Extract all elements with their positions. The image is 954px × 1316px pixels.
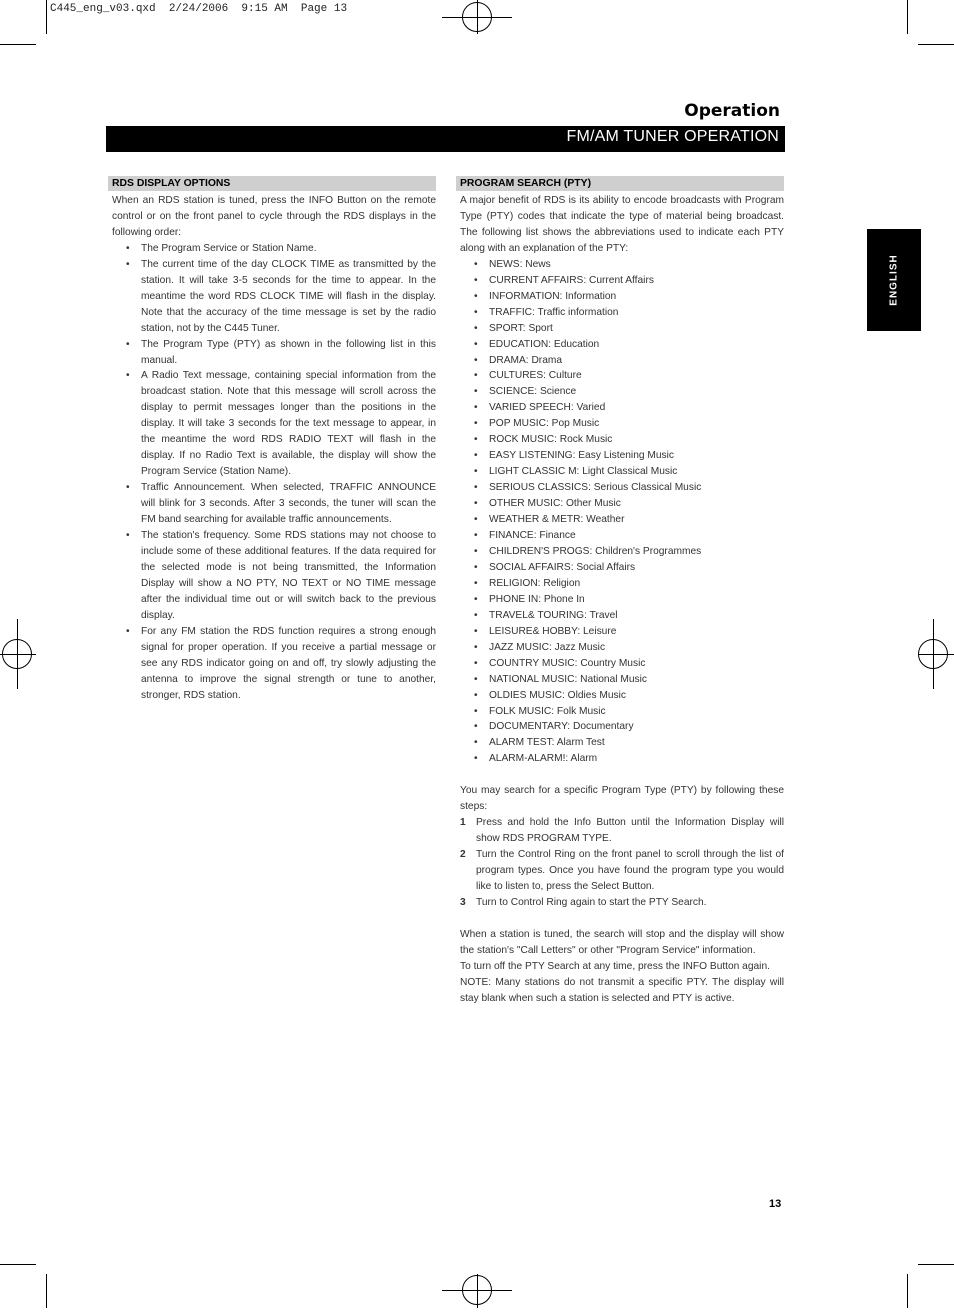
title-bar <box>106 126 785 152</box>
rds-display-list <box>108 241 436 704</box>
list-item: • SPORT: Sport <box>456 321 784 337</box>
list-item: • DOCUMENTARY: Documentary <box>456 719 784 735</box>
crop-mark <box>907 1274 908 1308</box>
list-item: • EDUCATION: Education <box>456 337 784 353</box>
spacer <box>456 767 784 783</box>
list-item: • FOLK MUSIC: Folk Music <box>456 704 784 720</box>
list-item: • OTHER MUSIC: Other Music <box>456 496 784 512</box>
list-item: • RELIGION: Religion <box>456 576 784 592</box>
list-item: • NATIONAL MUSIC: National Music <box>456 672 784 688</box>
section-label: Operation <box>684 101 780 121</box>
pty-search-intro: You may search for a specific Program Type (PTY) by following these steps: <box>460 785 784 813</box>
list-item: • TRAFFIC: Traffic information <box>456 305 784 321</box>
crop-mark <box>0 1264 36 1265</box>
list-item: • CULTURES: Culture <box>456 368 784 384</box>
step-text: Turn to Control Ring again to start the PTY Search. <box>476 896 707 908</box>
list-item: • The station's frequency. Some RDS stations may not choose to include some of these additional features. If the data required for the selected mode is not being transmitted, the Information Display will show a NO PTY, NO TEXT or NO TIME message after the individual time out or will switch back to the previous display. <box>108 528 436 624</box>
list-item: • The current time of the day CLOCK TIME as transmitted by the station. It will take 3-5 seconds for the time to appear. In the meantime the word RDS CLOCK TIME will flash in the display. Note that the accuracy of the time message is set by the radio station, not by the C445 Tuner. <box>108 257 436 337</box>
closing-paragraph: When a station is tuned, the search will stop and the display will show the station's "Call Letters" or other "Program Service" information. <box>460 928 784 956</box>
step-text: Press and hold the Info Button until the Information Display will show RDS PROGRAM TYPE. <box>476 817 784 845</box>
crop-mark <box>0 44 36 45</box>
list-item: • ALARM-ALARM!: Alarm <box>456 751 784 767</box>
language-tab <box>867 229 921 331</box>
list-item: • For any FM station the RDS function requires a strong enough signal for proper operation. If you receive a partial message or see any RDS indicator going on and off, try slowly adjusting the antenna to improve the signal strength or tune to another, stronger, RDS station. <box>108 624 436 704</box>
list-item: • The Program Type (PTY) as shown in the following list in this manual. <box>108 337 436 369</box>
page-number: 13 <box>769 1198 782 1210</box>
crop-mark <box>907 0 908 34</box>
left-column <box>108 176 436 704</box>
list-item: • VARIED SPEECH: Varied <box>456 400 784 416</box>
page-title: FM/AM TUNER OPERATION <box>566 128 779 145</box>
spacer <box>456 911 784 927</box>
step-number: 1 <box>460 817 466 829</box>
list-item: • JAZZ MUSIC: Jazz Music <box>456 640 784 656</box>
list-item: • POP MUSIC: Pop Music <box>456 416 784 432</box>
section-heading-program-search: PROGRAM SEARCH (PTY) <box>456 176 784 191</box>
list-item: • LEISURE& HOBBY: Leisure <box>456 624 784 640</box>
list-item: • ROCK MUSIC: Rock Music <box>456 432 784 448</box>
pty-intro-paragraph: A major benefit of RDS is its ability to encode broadcasts with Program Type (PTY) codes that indicate the type of material being broadcast. The following list shows the abbreviations used to indicate each PTY along with an explanation of the PTY: <box>460 195 784 254</box>
step-number: 3 <box>460 896 466 908</box>
crop-mark <box>918 1264 954 1265</box>
list-item: • SOCIAL AFFAIRS: Social Affairs <box>456 560 784 576</box>
list-item: • FINANCE: Finance <box>456 528 784 544</box>
closing-paragraph: NOTE: Many stations do not transmit a specific PTY. The display will stay blank when such a station is selected and PTY is active. <box>460 976 784 1004</box>
pty-list <box>456 257 784 768</box>
list-item: • SCIENCE: Science <box>456 384 784 400</box>
list-item: • INFORMATION: Information <box>456 289 784 305</box>
list-item: • EASY LISTENING: Easy Listening Music <box>456 448 784 464</box>
list-item: • The Program Service or Station Name. <box>108 241 436 257</box>
crop-mark <box>46 1274 47 1308</box>
list-item: • TRAVEL& TOURING: Travel <box>456 608 784 624</box>
list-item: • Traffic Announcement. When selected, TRAFFIC ANNOUNCE will blink for 3 seconds. After 3 seconds, the tuner will scan the FM band searching for available traffic announcements. <box>108 480 436 528</box>
list-item: • PHONE IN: Phone In <box>456 592 784 608</box>
list-item: • NEWS: News <box>456 257 784 273</box>
step-text: Turn the Control Ring on the front panel to scroll through the list of program types. Once you have found the program type you would like to listen to, press the Select Button. <box>476 849 784 893</box>
section-heading-rds-display-options: RDS DISPLAY OPTIONS <box>108 176 436 191</box>
step-item <box>456 895 784 911</box>
step-item <box>456 815 784 847</box>
language-tab-label: ENGLISH <box>888 254 900 306</box>
print-slug: C445_eng_v03.qxd 2/24/2006 9:15 AM Page 13 <box>50 3 348 15</box>
crop-mark <box>46 0 47 34</box>
list-item: • DRAMA: Drama <box>456 353 784 369</box>
list-item: • LIGHT CLASSIC M: Light Classical Music <box>456 464 784 480</box>
list-item: • ALARM TEST: Alarm Test <box>456 735 784 751</box>
list-item: • CURRENT AFFAIRS: Current Affairs <box>456 273 784 289</box>
list-item: • COUNTRY MUSIC: Country Music <box>456 656 784 672</box>
crop-mark <box>918 44 954 45</box>
list-item: • SERIOUS CLASSICS: Serious Classical Music <box>456 480 784 496</box>
pty-search-steps <box>456 815 784 911</box>
list-item: • OLDIES MUSIC: Oldies Music <box>456 688 784 704</box>
list-item: • CHILDREN'S PROGS: Children's Programmes <box>456 544 784 560</box>
rds-intro-paragraph: When an RDS station is tuned, press the INFO Button on the remote control or on the front panel to cycle through the RDS displays in the following order: <box>112 195 436 238</box>
step-number: 2 <box>460 849 466 861</box>
step-item <box>456 847 784 895</box>
right-column <box>456 176 784 1007</box>
list-item: • WEATHER & METR: Weather <box>456 512 784 528</box>
closing-paragraph: To turn off the PTY Search at any time, press the INFO Button again. <box>460 960 770 972</box>
list-item: • A Radio Text message, containing special information from the broadcast station. Note that this message will scroll across the display to permit messages longer than the positions in the display. It will take 3 seconds for the text message to appear, in the meantime the word RDS RADIO TEXT will flash in the display. If no Radio Text is available, the display will show the Program Service (Station Name). <box>108 368 436 480</box>
